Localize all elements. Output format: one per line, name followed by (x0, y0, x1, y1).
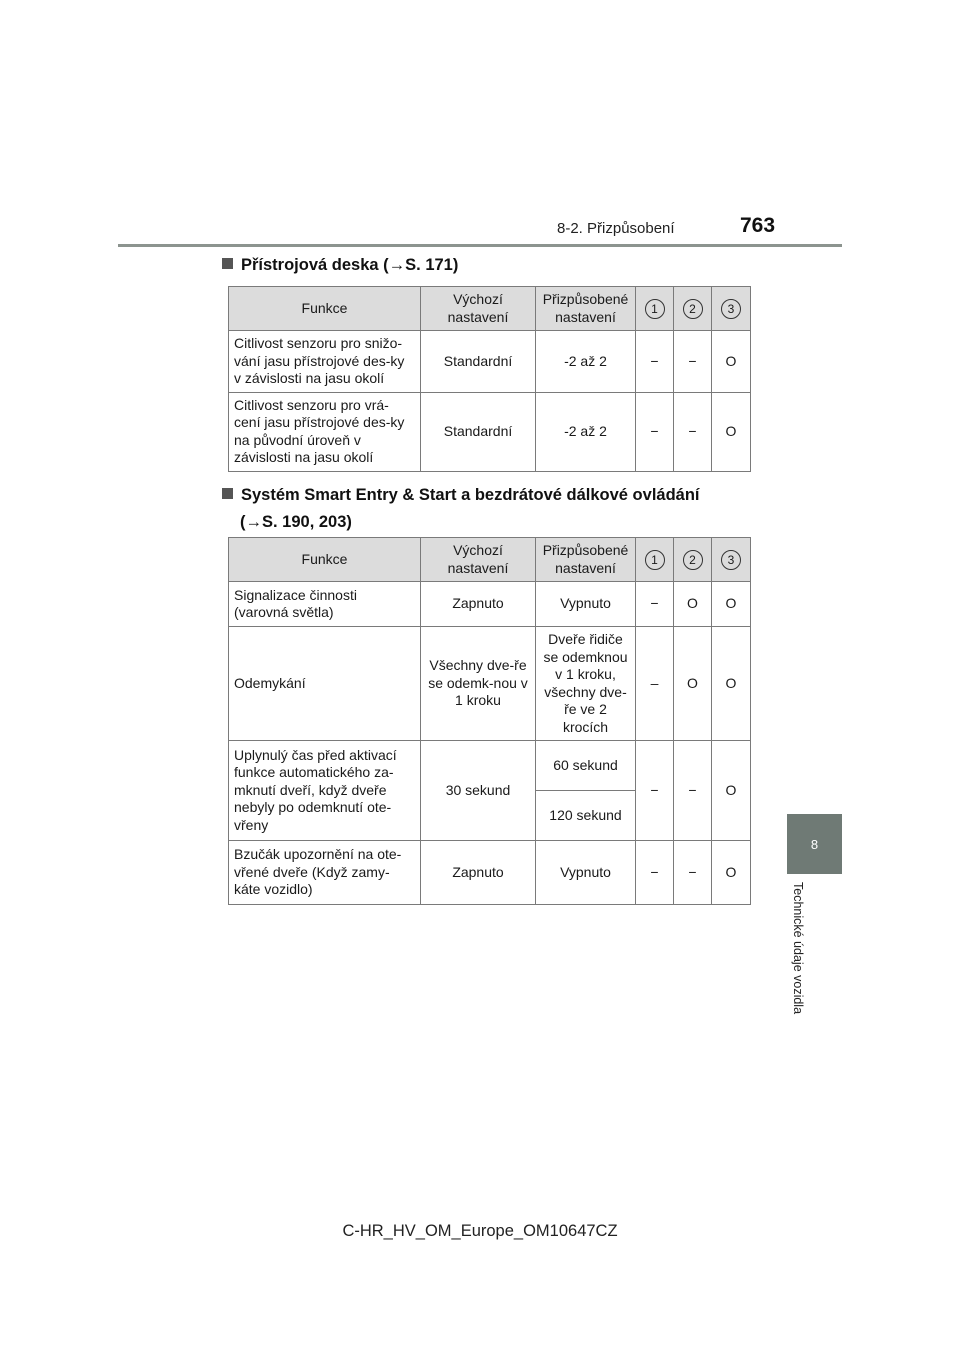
section-heading-instrument-panel (222, 254, 458, 277)
cell-marker-3: O (712, 841, 751, 905)
table-header-row (229, 287, 751, 331)
cell-function: Odemykání (229, 627, 421, 741)
circled-1-icon: 1 (645, 550, 665, 570)
smart-entry-table (228, 537, 751, 905)
cell-custom: -2 až 2 (536, 331, 636, 393)
instrument-panel-table (228, 286, 751, 472)
cell-custom-alt: 120 sekund (536, 791, 636, 841)
cell-default: Standardní (421, 392, 536, 471)
cell-marker-2: − (674, 741, 712, 841)
cell-custom: 60 sekund (536, 741, 636, 791)
section-heading-smart-entry (222, 484, 700, 534)
col-function-header: Funkce (229, 287, 421, 331)
circled-3-icon: 3 (721, 550, 741, 570)
square-bullet-icon (222, 258, 233, 269)
cell-marker-3: O (712, 582, 751, 627)
cell-custom: -2 až 2 (536, 392, 636, 471)
table-row (229, 392, 751, 471)
col-marker-2-header (674, 287, 712, 331)
cell-custom: Dveře řidiče se odemknou v 1 kroku, všechny dve-ře ve 2 krocích (536, 627, 636, 741)
circled-1-icon: 1 (645, 299, 665, 319)
cell-marker-1: − (636, 582, 674, 627)
col-marker-1-header (636, 538, 674, 582)
square-bullet-icon (222, 488, 233, 499)
cell-marker-1: − (636, 331, 674, 393)
col-marker-3-header (712, 287, 751, 331)
document-code: C-HR_HV_OM_Europe_OM10647CZ (342, 1222, 618, 1240)
cell-marker-3: O (712, 627, 751, 741)
cell-function: Signalizace činnosti (varovná světla) (229, 582, 421, 627)
col-function-header: Funkce (229, 538, 421, 582)
table-row (229, 741, 751, 791)
cell-marker-1: − (636, 841, 674, 905)
circled-2-icon: 2 (683, 550, 703, 570)
heading-page-refs: (→S. 190, 203) (240, 513, 352, 531)
chapter-title: Technické údaje vozidla (791, 882, 805, 1015)
col-custom-header: Přizpůsobené nastavení (536, 287, 636, 331)
cell-function: Uplynulý čas před aktivací funkce automatického za-mknutí dveří, když dveře nebyly po odemknutí ote-vřeny (229, 741, 421, 841)
cell-marker-2: − (674, 841, 712, 905)
cell-function: Bzučák upozornění na ote-vřené dveře (Když zamy-káte vozidlo) (229, 841, 421, 905)
table-row (229, 627, 751, 741)
cell-marker-2: − (674, 331, 712, 393)
table-header-row (229, 538, 751, 582)
col-marker-1-header (636, 287, 674, 331)
cell-marker-3: O (712, 331, 751, 393)
cell-marker-2: O (674, 627, 712, 741)
col-marker-2-header (674, 538, 712, 582)
chapter-tab (787, 814, 842, 874)
circled-3-icon: 3 (721, 299, 741, 319)
heading-text: Systém Smart Entry & Start a bezdrátové dálkové ovládání (241, 486, 700, 504)
cell-default: Standardní (421, 331, 536, 393)
chapter-number: 8 (810, 836, 819, 852)
cell-default: Zapnuto (421, 841, 536, 905)
table-row (229, 841, 751, 905)
cell-marker-3: O (712, 741, 751, 841)
cell-marker-2: − (674, 392, 712, 471)
col-default-header: Výchozí nastavení (421, 287, 536, 331)
col-default-header: Výchozí nastavení (421, 538, 536, 582)
cell-default: Všechny dve-ře se odemk-nou v 1 kroku (421, 627, 536, 741)
cell-function: Citlivost senzoru pro vrá-cení jasu přístrojové des-ky na původní úroveň v závislosti na jasu okolí (229, 392, 421, 471)
section-title: 8-2. Přizpůsobení (557, 220, 675, 237)
table-row (229, 331, 751, 393)
cell-default: 30 sekund (421, 741, 536, 841)
col-marker-3-header (712, 538, 751, 582)
heading-text: Přístrojová deska (→S. 171) (241, 256, 459, 274)
cell-marker-3: O (712, 392, 751, 471)
cell-function: Citlivost senzoru pro snižo-vání jasu přístrojové des-ky v závislosti na jasu okolí (229, 331, 421, 393)
cell-marker-1: – (636, 627, 674, 741)
circled-2-icon: 2 (683, 299, 703, 319)
cell-custom: Vypnuto (536, 582, 636, 627)
cell-marker-1: − (636, 741, 674, 841)
cell-default: Zapnuto (421, 582, 536, 627)
table-row (229, 582, 751, 627)
cell-marker-1: − (636, 392, 674, 471)
header-divider (118, 244, 842, 247)
cell-custom: Vypnuto (536, 841, 636, 905)
cell-marker-2: O (674, 582, 712, 627)
col-custom-header: Přizpůsobené nastavení (536, 538, 636, 582)
page-number: 763 (740, 214, 776, 237)
